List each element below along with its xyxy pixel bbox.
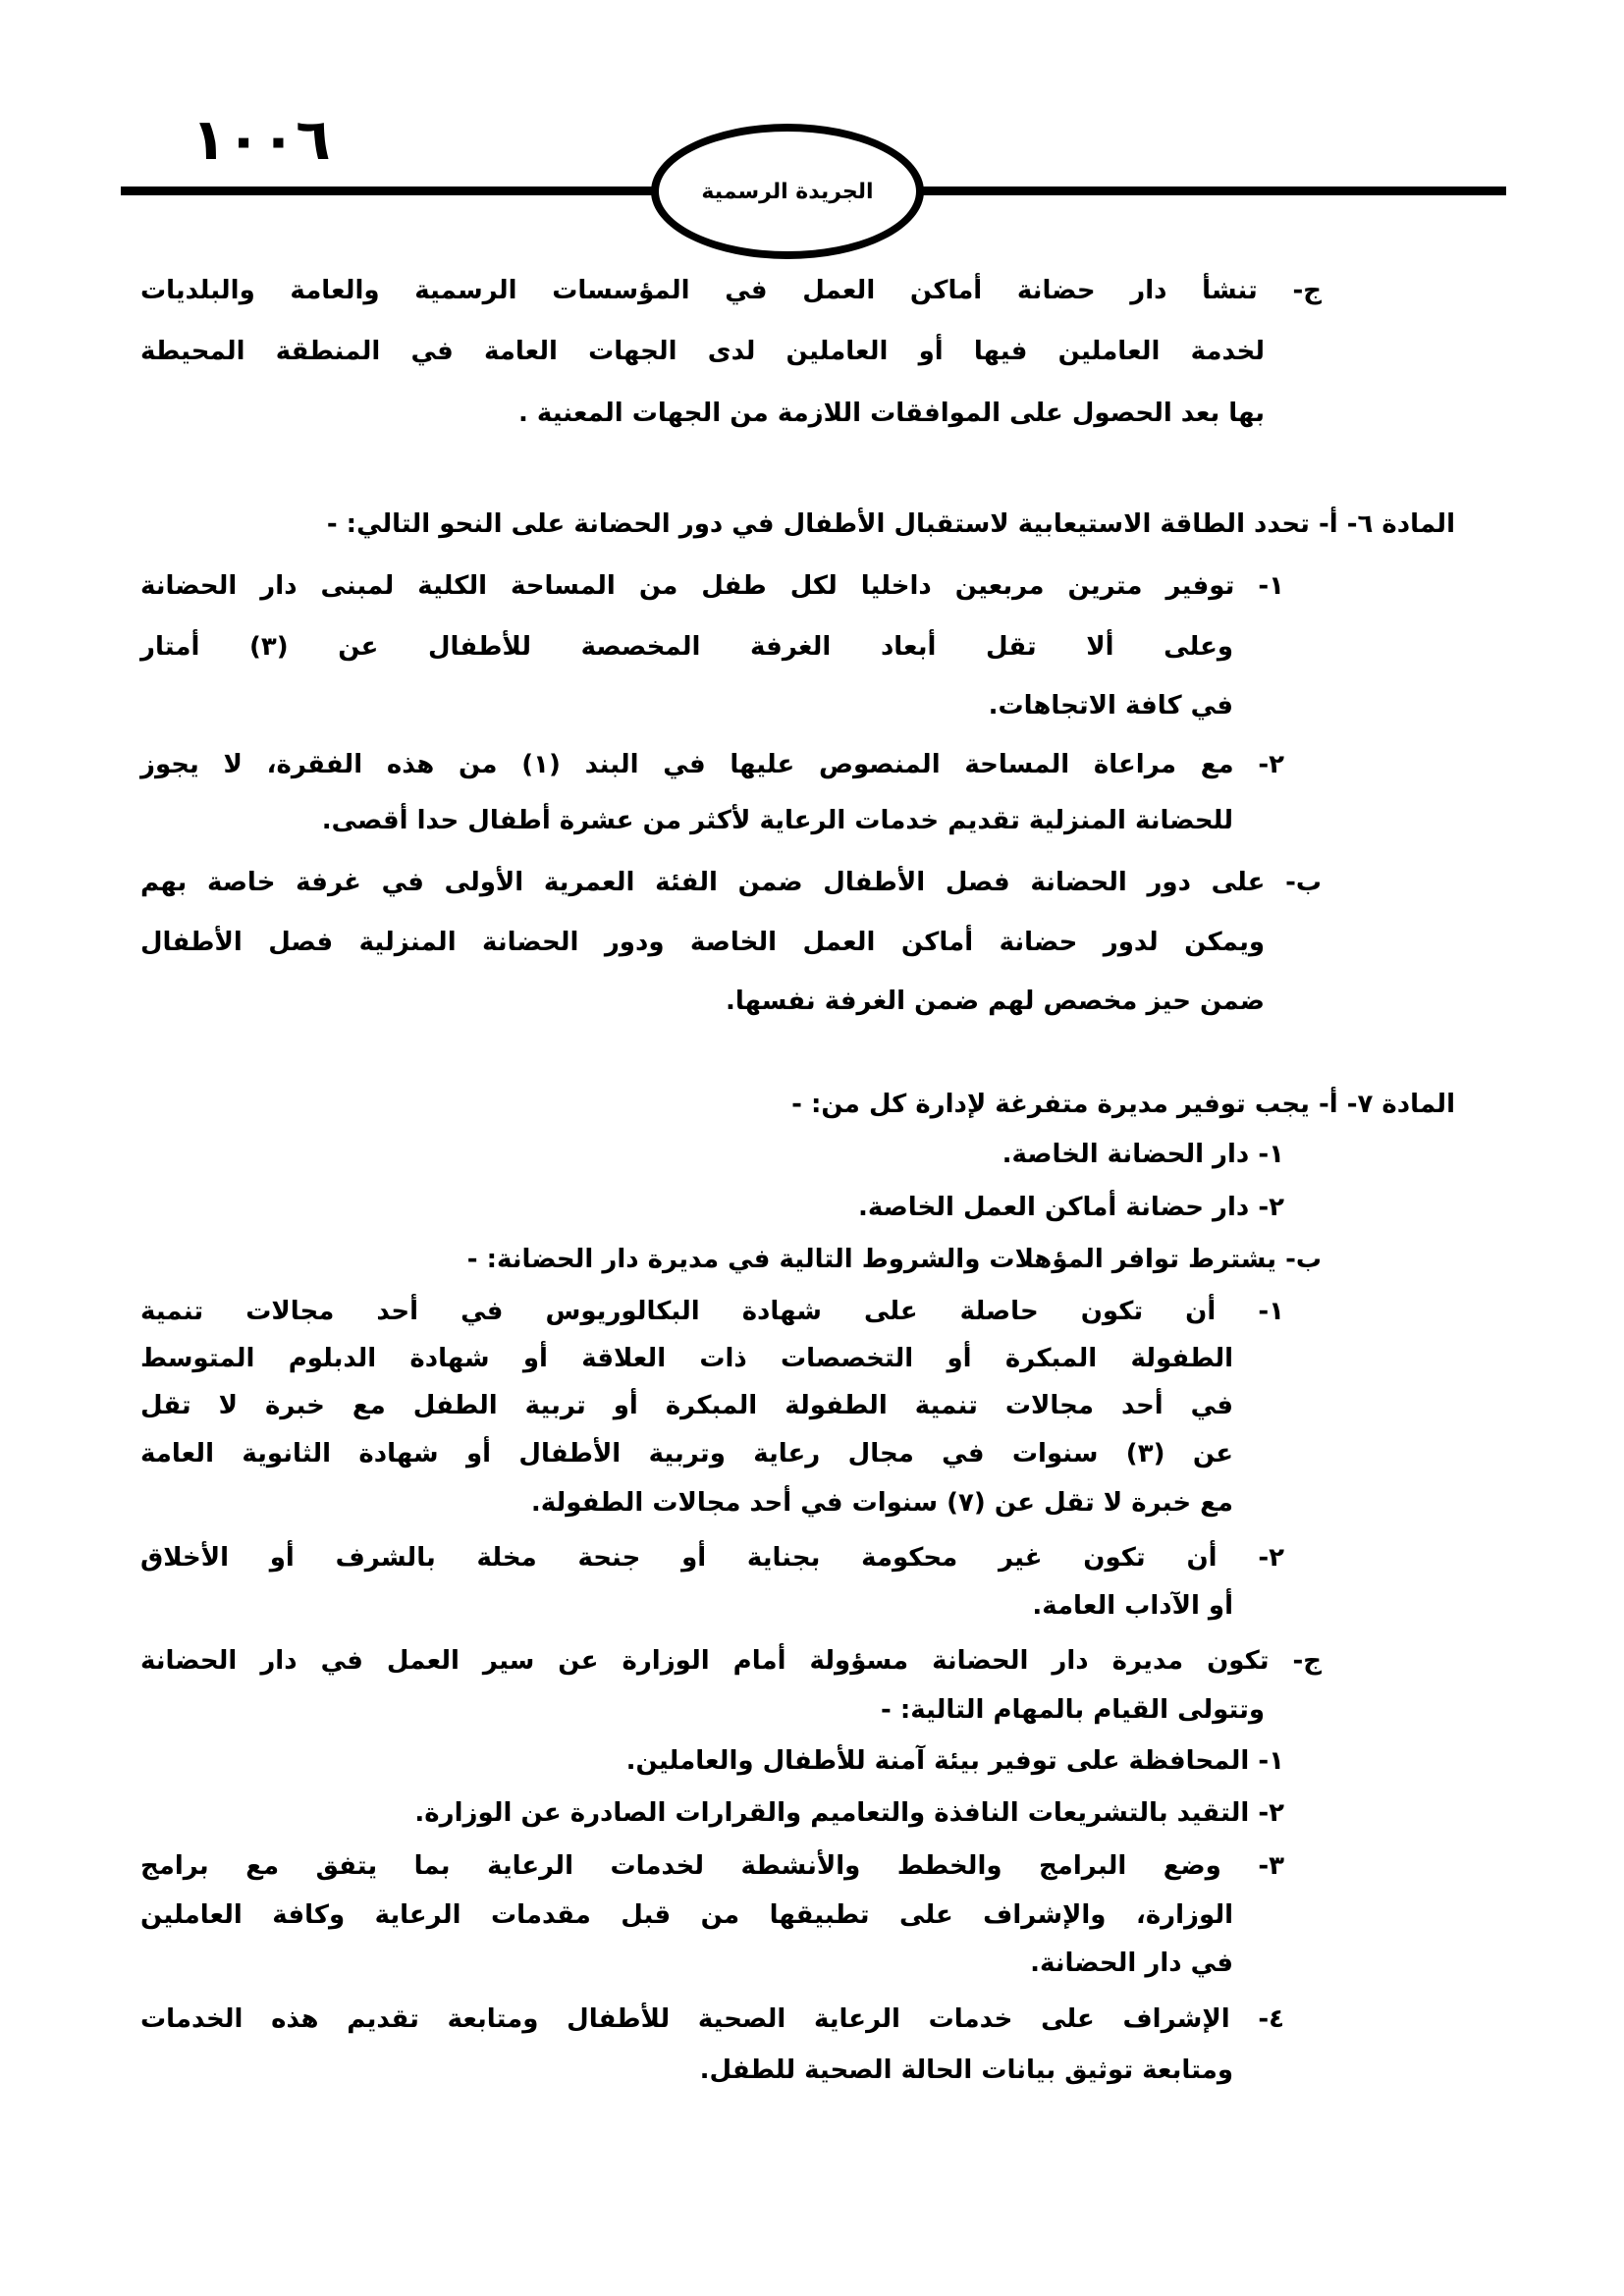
text-line: ٣- وضع البرامج والخطط والأنشطة لخدمات الرعاية بما يتفق مع برامج (140, 1851, 1284, 1881)
text-line: عن (٣) سنوات في مجال رعاية وتربية الأطفال أو شهادة الثانوية العامة (140, 1439, 1234, 1468)
text-line: الطفولة المبكرة أو التخصصات ذات العلاقة أو شهادة الدبلوم المتوسط (140, 1344, 1233, 1373)
text-line: ج- تكون مديرة دار الحضانة مسؤولة أمام الوزارة عن سير العمل في دار الحضانة (140, 1646, 1322, 1676)
text-line: ب- على دور الحضانة فصل الأطفال ضمن الفئة العمرية الأولى في غرفة خاصة بهم (140, 868, 1322, 897)
text-line: في كافة الاتجاهات. (988, 691, 1233, 721)
text-line: وعلى ألا تقل أبعاد الغرفة المخصصة للأطفال عن (٣) أمتار (140, 632, 1233, 662)
text-line: ٢- مع مراعاة المساحة المنصوص عليها في البند (١) من هذه الفقرة، لا يجوز (140, 750, 1284, 779)
text-line: المادة ٦- أ- تحدد الطاقة الاستيعابية لاستقبال الأطفال في دور الحضانة على النحو التالي: - (326, 509, 1455, 539)
text-line: ٤- الإشراف على خدمات الرعاية الصحية للأطفال ومتابعة تقديم هذه الخدمات (140, 2004, 1284, 2034)
gazette-title: الجريدة الرسمية (701, 179, 874, 204)
text-line: ومتابعة توثيق بيانات الحالة الصحية للطفل. (699, 2056, 1233, 2085)
text-line: مع خبرة لا تقل عن (٧) سنوات في أحد مجالات الطفولة. (530, 1488, 1233, 1518)
text-line: ١- أن تكون حاصلة على شهادة البكالوريوس في أحد مجالات تنمية (140, 1297, 1284, 1326)
text-line: ويمكن لدور حضانة أماكن العمل الخاصة ودور الحضانة المنزلية فصل الأطفال (140, 928, 1265, 957)
text-line: ١- دار الحضانة الخاصة. (1001, 1140, 1284, 1169)
gazette-emblem (651, 124, 924, 259)
text-line: لخدمة العاملين فيها أو العاملين لدى الجهات العامة في المنطقة المحيطة (140, 337, 1265, 366)
text-line: المادة ٧- أ- يجب توفير مديرة متفرغة لإدارة كل من: - (791, 1090, 1455, 1119)
text-line: في أحد مجالات تنمية الطفولة المبكرة أو تربية الطفل مع خبرة لا تقل (140, 1391, 1233, 1420)
text-line: ١- المحافظة على توفير بيئة آمنة للأطفال والعاملين. (625, 1746, 1284, 1776)
text-line: ضمن حيز مخصص لهم ضمن الغرفة نفسها. (725, 987, 1265, 1016)
text-line: ٢- دار حضانة أماكن العمل الخاصة. (857, 1193, 1284, 1222)
text-line: ١- توفير مترين مربعين داخليا لكل طفل من المساحة الكلية لمبنى دار الحضانة (140, 571, 1284, 601)
text-line: ب- يشترط توافر المؤهلات والشروط التالية في مديرة دار الحضانة: - (466, 1245, 1322, 1274)
text-line: وتتولى القيام بالمهام التالية: - (880, 1695, 1265, 1725)
page-number: ١٠٠٦ (191, 106, 331, 173)
text-line: ج- تنشأ دار حضانة أماكن العمل في المؤسسات الرسمية والعامة والبلديات (140, 276, 1322, 305)
text-line: الوزارة، والإشراف على تطبيقها من قبل مقدمات الرعاية وكافة العاملين (140, 1900, 1233, 1930)
text-line: بها بعد الحصول على الموافقات اللازمة من الجهات المعنية . (518, 399, 1265, 428)
text-line: ٢- التقيد بالتشريعات النافذة والتعاميم والقرارات الصادرة عن الوزارة. (414, 1798, 1284, 1828)
text-line: أو الآداب العامة. (1032, 1591, 1233, 1621)
text-line: ٢- أن تكون غير محكومة بجناية أو جنحة مخلة بالشرف أو الأخلاق (140, 1543, 1284, 1573)
text-line: للحضانة المنزلية تقديم خدمات الرعاية لأكثر من عشرة أطفال حدا أقصى. (321, 806, 1233, 835)
text-line: في دار الحضانة. (1030, 1949, 1233, 1978)
